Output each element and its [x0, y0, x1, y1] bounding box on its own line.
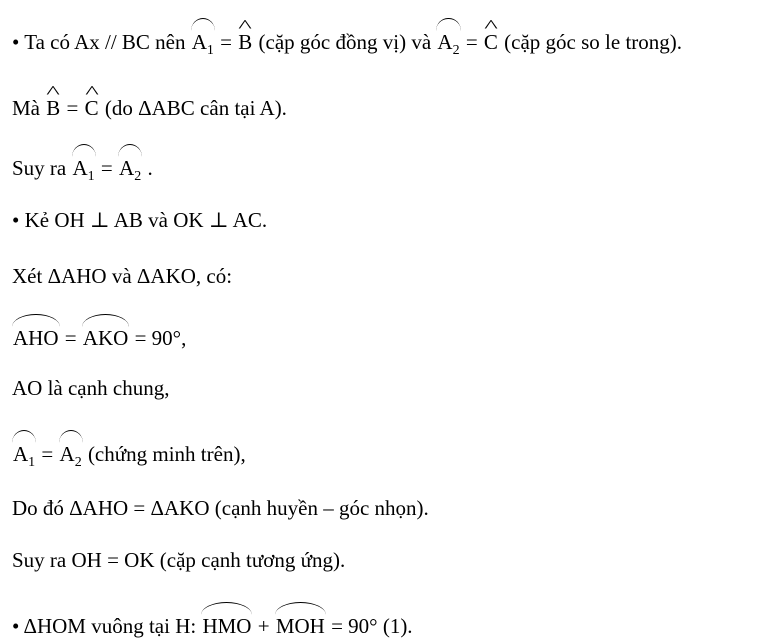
- equals-sign: =: [36, 442, 59, 466]
- equals-sign: =: [214, 30, 238, 54]
- angle-a1-sub: 1: [206, 43, 214, 58]
- angle-a2-sub: 2: [134, 169, 142, 184]
- angle-a2: [437, 22, 459, 65]
- angle-c: [85, 88, 99, 122]
- text-line-8: [12, 434, 246, 477]
- angle-a1: [13, 434, 35, 477]
- angle-c: [484, 22, 498, 56]
- line-9-text: Do đó ΔAHO = ΔAKO (cạnh huyền – góc nhọn).: [12, 496, 429, 520]
- angle-a1: [192, 22, 214, 65]
- text-line-1: [12, 22, 682, 65]
- angle-a1-letter: A: [72, 156, 88, 180]
- plus-sign: +: [252, 614, 275, 638]
- text-line-7: [12, 374, 169, 402]
- angle-a1-letter: A: [191, 30, 207, 54]
- angle-a1-letter: A: [13, 442, 29, 466]
- angle-c-letter: C: [84, 96, 99, 120]
- angle-ako: [83, 318, 129, 352]
- line-10-text: Suy ra OH = OK (cặp cạnh tương ứng).: [12, 548, 346, 572]
- line-2-intro: Mà: [12, 96, 46, 120]
- equals-sign: =: [95, 156, 119, 180]
- angle-a2: [119, 148, 141, 191]
- angle-b-letter: B: [46, 96, 61, 120]
- text-line-10: [12, 546, 345, 574]
- angle-hmo-letters: HMO: [202, 614, 252, 638]
- angle-a2-letter: A: [59, 442, 75, 466]
- line-3-intro: Suy ra: [12, 156, 72, 180]
- line-1-end: (cặp góc so le trong).: [498, 30, 683, 54]
- angle-a2-sub: 2: [74, 455, 82, 470]
- text-line-2: [12, 88, 287, 122]
- angle-a1-sub: 1: [28, 455, 36, 470]
- angle-moh-letters: MOH: [275, 614, 325, 638]
- angle-a2: [60, 434, 82, 477]
- angle-b-letter: B: [238, 30, 253, 54]
- angle-a2-sub: 2: [452, 43, 460, 58]
- angle-aho: [13, 318, 59, 352]
- line-7-text: AO là cạnh chung,: [12, 376, 170, 400]
- angle-b: [46, 88, 60, 122]
- line-2-end: (do ΔABC cân tại A).: [99, 96, 287, 120]
- angle-c-letter: C: [483, 30, 498, 54]
- angle-hmo: [202, 606, 251, 640]
- angle-a1-sub: 1: [87, 169, 95, 184]
- line-11-end: = 90° (1).: [325, 614, 413, 638]
- equals-sign: =: [61, 96, 84, 120]
- line-6-end: = 90°,: [129, 326, 187, 350]
- angle-moh: [276, 606, 325, 640]
- line-1-middle: (cặp góc đồng vị) và: [253, 30, 437, 54]
- line-11-intro: • ΔHOM vuông tại H:: [12, 614, 202, 638]
- text-line-11: [12, 606, 413, 640]
- line-4-text: • Kẻ OH ⊥ AB và OK ⊥ AC.: [12, 208, 268, 232]
- angle-a2-letter: A: [119, 156, 135, 180]
- line-1-intro: • Ta có Ax // BC nên: [12, 30, 191, 54]
- angle-ako-letters: AKO: [82, 326, 129, 350]
- angle-a2-letter: A: [437, 30, 453, 54]
- line-8-end: (chứng minh trên),: [82, 442, 246, 466]
- equals-sign: =: [460, 30, 483, 54]
- text-line-4: [12, 206, 267, 234]
- equals-sign: =: [59, 326, 82, 350]
- text-line-5: [12, 262, 232, 290]
- angle-a1: [73, 148, 95, 191]
- line-5-text: Xét ΔAHO và ΔAKO, có:: [12, 264, 233, 288]
- text-line-3: [12, 148, 153, 191]
- line-3-end: .: [142, 156, 153, 180]
- angle-b: [238, 22, 252, 56]
- text-line-6: [12, 318, 186, 352]
- angle-aho-letters: AHO: [13, 326, 59, 350]
- text-line-9: [12, 494, 429, 522]
